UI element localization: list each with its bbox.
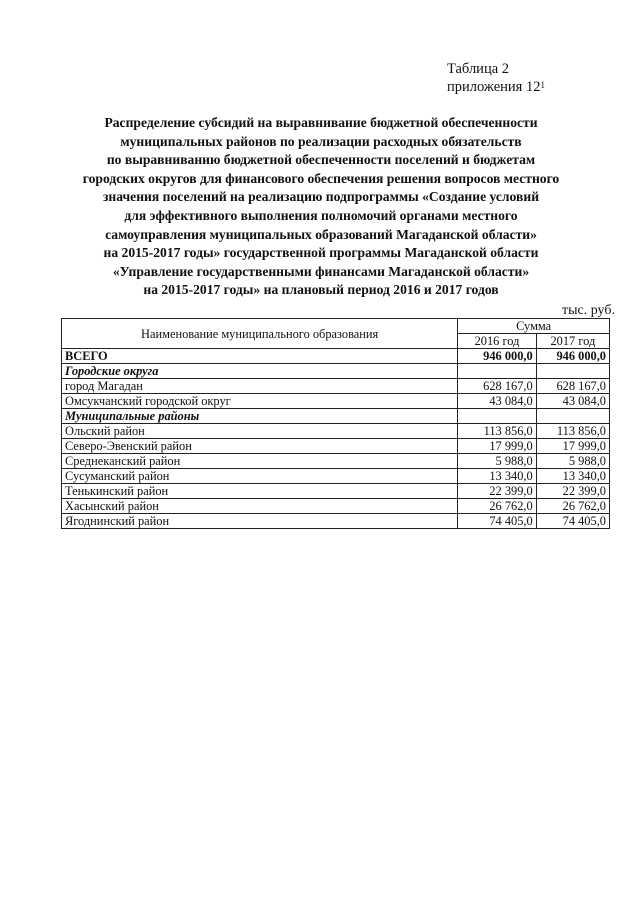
row-2017: 628 167,0 xyxy=(536,379,609,394)
title-line: Распределение субсидий на выравнивание бюджетной обеспеченности xyxy=(104,115,538,130)
row-name: Омсукчанский городской округ xyxy=(62,394,458,409)
table-number: Таблица 2 xyxy=(447,61,510,77)
row-name: Сусуманский район xyxy=(62,469,458,484)
row-name: Тенькинский район xyxy=(62,484,458,499)
table-row xyxy=(62,439,610,454)
row-2016: 5 988,0 xyxy=(458,454,536,469)
section-row-districts xyxy=(62,409,610,424)
row-name: Северо-Эвенский район xyxy=(62,439,458,454)
row-name: Ягоднинский район xyxy=(62,514,458,529)
section-row-urban xyxy=(62,364,610,379)
total-2016: 946 000,0 xyxy=(458,349,536,364)
table-row xyxy=(62,454,610,469)
title-line: значения поселений на реализацию подпрограммы «Создание условий xyxy=(102,189,540,205)
total-2017: 946 000,0 xyxy=(536,349,609,364)
row-2017: 22 399,0 xyxy=(536,484,609,499)
document-title xyxy=(40,114,602,300)
row-2016: 628 167,0 xyxy=(458,379,536,394)
total-row xyxy=(62,349,610,364)
header-sum: Сумма xyxy=(458,319,610,334)
row-2016: 22 399,0 xyxy=(458,484,536,499)
empty-cell xyxy=(536,409,609,424)
row-name: Среднеканский район xyxy=(62,454,458,469)
table-row xyxy=(62,469,610,484)
header-year-2016: 2016 год xyxy=(458,334,536,349)
row-2016: 113 856,0 xyxy=(458,424,536,439)
units-label: тыс. руб. xyxy=(562,303,615,318)
table-row xyxy=(62,484,610,499)
title-line: для эффективного выполнения полномочий органами местного xyxy=(124,207,518,223)
table-row xyxy=(62,424,610,439)
title-line: «Управление государственными финансами Магаданской области» xyxy=(112,263,530,279)
empty-cell xyxy=(536,364,609,379)
title-line: на 2015-2017 годы» государственной программы Магаданской области xyxy=(103,245,539,261)
header-year-2017: 2017 год xyxy=(536,334,609,349)
row-2017: 113 856,0 xyxy=(536,424,609,439)
header-name: Наименование муниципального образования xyxy=(62,319,458,349)
row-2017: 74 405,0 xyxy=(536,514,609,529)
row-name: Ольский район xyxy=(62,424,458,439)
title-line: по выравниванию бюджетной обеспеченности поселений и бюджетам xyxy=(106,152,536,168)
title-line: самоуправления муниципальных образований Магаданской области» xyxy=(105,226,537,242)
row-2017: 13 340,0 xyxy=(536,469,609,484)
row-2016: 17 999,0 xyxy=(458,439,536,454)
row-2017: 26 762,0 xyxy=(536,499,609,514)
table-row xyxy=(62,379,610,394)
section-label: Городские округа xyxy=(62,364,458,379)
row-2016: 13 340,0 xyxy=(458,469,536,484)
row-2016: 43 084,0 xyxy=(458,394,536,409)
table-reference xyxy=(447,60,545,96)
table-row xyxy=(62,499,610,514)
title-line: городских округов для финансового обеспечения решения вопросов местного xyxy=(82,170,560,186)
appendix-superscript: 1 xyxy=(540,80,545,90)
row-2016: 74 405,0 xyxy=(458,514,536,529)
empty-cell xyxy=(458,409,536,424)
title-line: на 2015-2017 годы» на плановый период 2016 и 2017 годов xyxy=(143,282,499,298)
title-line: муниципальных районов по реализации расходных обязательств xyxy=(120,133,522,149)
section-label: Муниципальные районы xyxy=(62,409,458,424)
row-2017: 43 084,0 xyxy=(536,394,609,409)
row-2017: 5 988,0 xyxy=(536,454,609,469)
table-row xyxy=(62,514,610,529)
table-row xyxy=(62,394,610,409)
appendix-reference xyxy=(447,78,545,96)
appendix-label: приложения 12 xyxy=(447,79,541,95)
row-2017: 17 999,0 xyxy=(536,439,609,454)
row-2016: 26 762,0 xyxy=(458,499,536,514)
row-name: Хасынский район xyxy=(62,499,458,514)
row-name: город Магадан xyxy=(62,379,458,394)
total-label: ВСЕГО xyxy=(62,349,458,364)
empty-cell xyxy=(458,364,536,379)
subsidy-table xyxy=(61,318,610,529)
